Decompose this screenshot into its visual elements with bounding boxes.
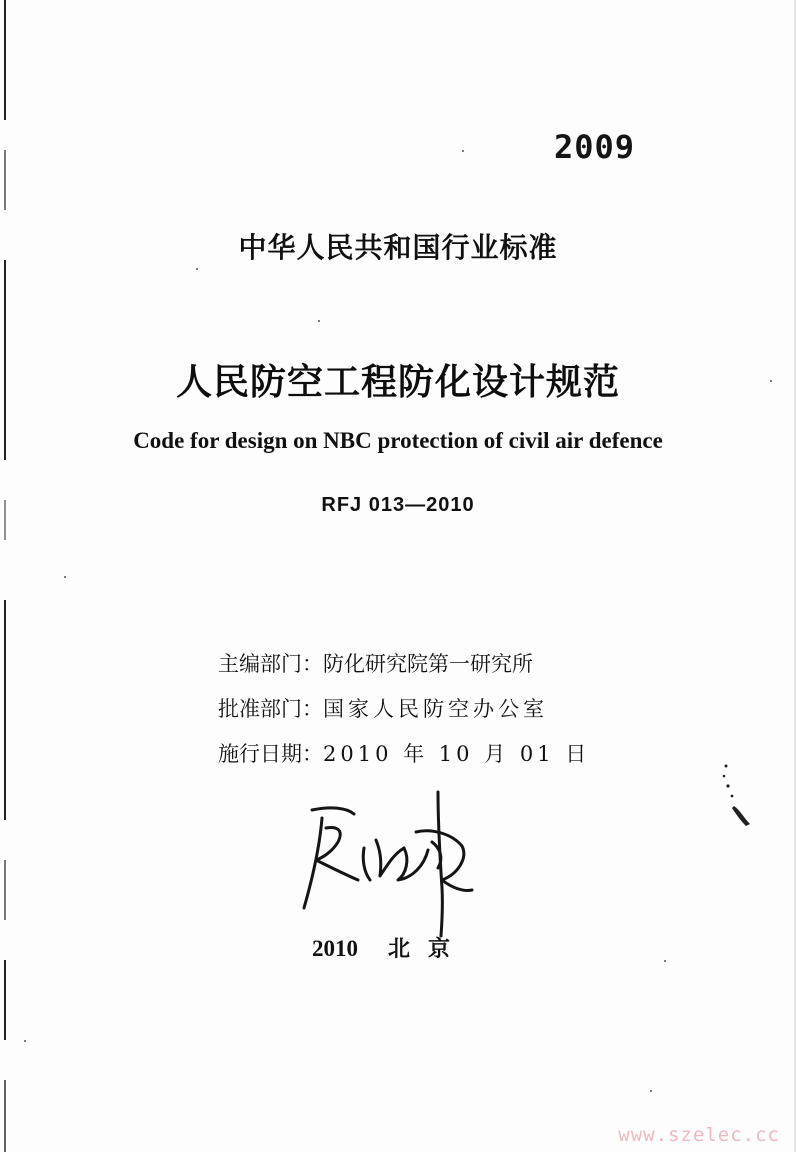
approver-value: 国家人民防空办公室 <box>323 697 548 721</box>
editor-label: 主编部门： <box>218 652 323 676</box>
editor-row <box>218 648 638 693</box>
scan-speck <box>318 320 320 322</box>
scan-speck <box>664 960 666 962</box>
scan-speck <box>462 150 464 152</box>
scan-speck <box>24 1040 26 1042</box>
watermark: www.szelec.cc <box>618 1124 780 1146</box>
scan-smudge-mark <box>716 762 756 832</box>
year-stamp: 2009 <box>554 128 636 166</box>
handwritten-signature <box>292 788 482 938</box>
scan-speck <box>770 380 772 382</box>
publication-city: 北京 <box>388 936 469 962</box>
publication-info <box>218 648 638 783</box>
approver-label: 批准部门： <box>218 697 323 721</box>
scan-speck <box>64 576 66 578</box>
effective-date-value: 2010 年 10 月 01 日 <box>323 742 591 766</box>
publication-year: 2010 <box>312 936 358 961</box>
document-title-chinese: 人民防空工程防化设计规范 <box>175 361 620 403</box>
standard-code-number: RFJ 013—2010 <box>321 494 475 516</box>
scan-speck <box>196 268 198 270</box>
scan-speck <box>650 1090 652 1092</box>
editor-value: 防化研究院第一研究所 <box>323 652 533 676</box>
binding-edge <box>4 0 7 1152</box>
industry-standard-heading: 中华人民共和国行业标准 <box>238 231 558 264</box>
effective-date-row <box>218 738 638 783</box>
document-title-english: Code for design on NBC protection of civil air defence <box>133 428 663 453</box>
publication-place-year <box>312 932 468 963</box>
approver-row <box>218 693 638 738</box>
effective-date-label: 施行日期： <box>218 742 323 766</box>
